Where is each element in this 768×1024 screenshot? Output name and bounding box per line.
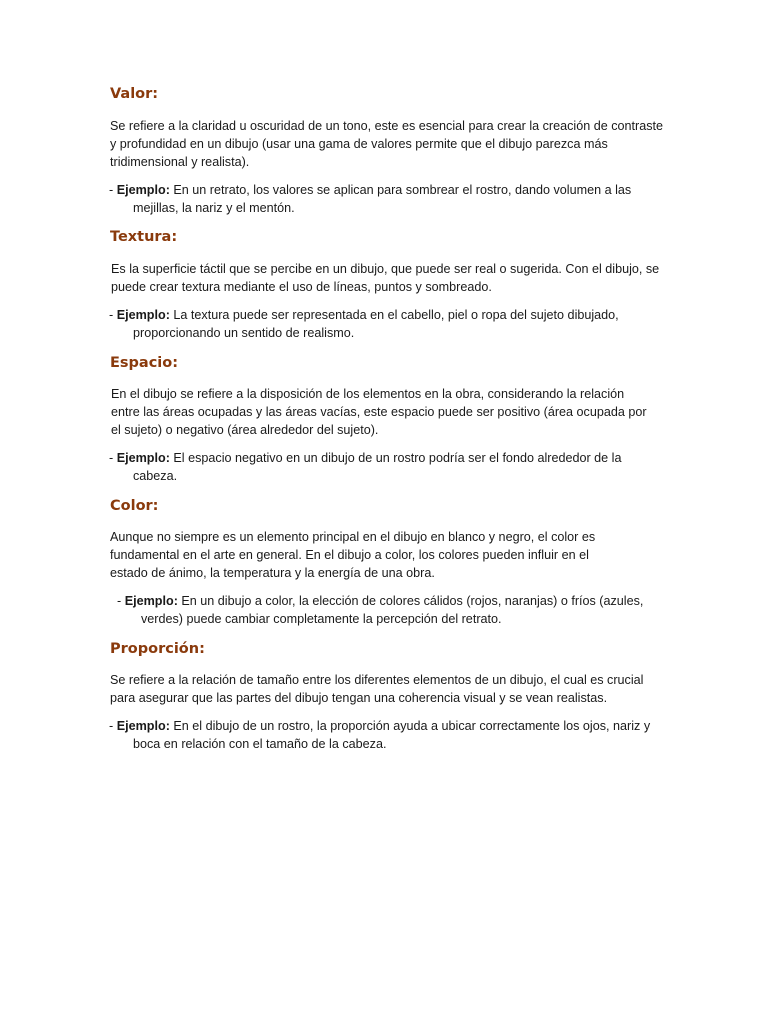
- section-heading-valor: Valor:: [110, 86, 159, 102]
- section-heading-textura: Textura:: [110, 229, 178, 245]
- example-prefix: -: [109, 183, 117, 197]
- example-text: El espacio negativo en un dibujo de un rostro podría ser el fondo alrededor de la cabeza.: [133, 451, 622, 483]
- example-text: En el dibujo de un rostro, la proporción ayuda a ubicar correctamente los ojos, nariz y boca en relación con el tamaño de la cabeza.: [133, 719, 651, 751]
- example-text: La textura puede ser representada en el cabello, piel o ropa del sujeto dibujado, proporcionando un sentido de realismo.: [133, 308, 619, 340]
- section-example-valor: [109, 181, 678, 217]
- section-heading-proporcion: Proporción:: [110, 641, 205, 657]
- example-text: En un dibujo a color, la elección de colores cálidos (rojos, naranjas) o fríos (azules, verdes) puede cambiar completamente la percepción del retrato.: [141, 594, 644, 626]
- section-paragraph-textura: Es la superficie táctil que se percibe en un dibujo, que puede ser real o sugerida. Con el dibujo, se puede crear textura mediante el uso de líneas, puntos y sombreado.: [111, 262, 660, 294]
- section-paragraph-espacio: En el dibujo se refiere a la disposición de los elementos en la obra, considerando la relación entre las áreas ocupadas y las áreas vacías, este espacio puede ser positivo (área ocupada por el sujeto) o negativo (área alrededor del sujeto).: [111, 387, 647, 437]
- example-label: Ejemplo:: [116, 451, 170, 465]
- example-text: En un retrato, los valores se aplican para sombrear el rostro, dando volumen a las mejillas, la nariz y el mentón.: [133, 183, 632, 215]
- section-paragraph-color: Aunque no siempre es un elemento principal en el dibujo en blanco y negro, el color es fundamental en el arte en general. En el dibujo a color, los colores pueden influir en el estado de ánimo, la temperatura y la energía de una obra.: [110, 530, 596, 580]
- section-heading-color: Color:: [110, 498, 159, 514]
- section-example-espacio: [109, 449, 663, 485]
- section-paragraph-proporcion: Se refiere a la relación de tamaño entre los diferentes elementos de un dibujo, el cual es crucial para asegurar que las partes del dibujo tengan una coherencia visual y se vean realistas.: [110, 673, 644, 705]
- example-label: Ejemplo:: [116, 183, 170, 197]
- section-example-proporcion: [109, 717, 658, 753]
- example-prefix: -: [117, 594, 125, 608]
- section-example-textura: [109, 306, 633, 342]
- example-label: Ejemplo:: [116, 719, 170, 733]
- example-label: Ejemplo:: [116, 308, 170, 322]
- section-example-color: [117, 592, 661, 628]
- section-heading-espacio: Espacio:: [110, 355, 179, 371]
- section-paragraph-valor: Se refiere a la claridad u oscuridad de un tono, este es esencial para crear la creación de contraste y profundidad en un dibujo (usar una gama de valores permite que el dibujo parezca más tridimensional y realista).: [110, 119, 664, 169]
- example-prefix: -: [109, 719, 117, 733]
- example-prefix: -: [109, 308, 117, 322]
- example-prefix: -: [109, 451, 117, 465]
- example-label: Ejemplo:: [124, 594, 178, 608]
